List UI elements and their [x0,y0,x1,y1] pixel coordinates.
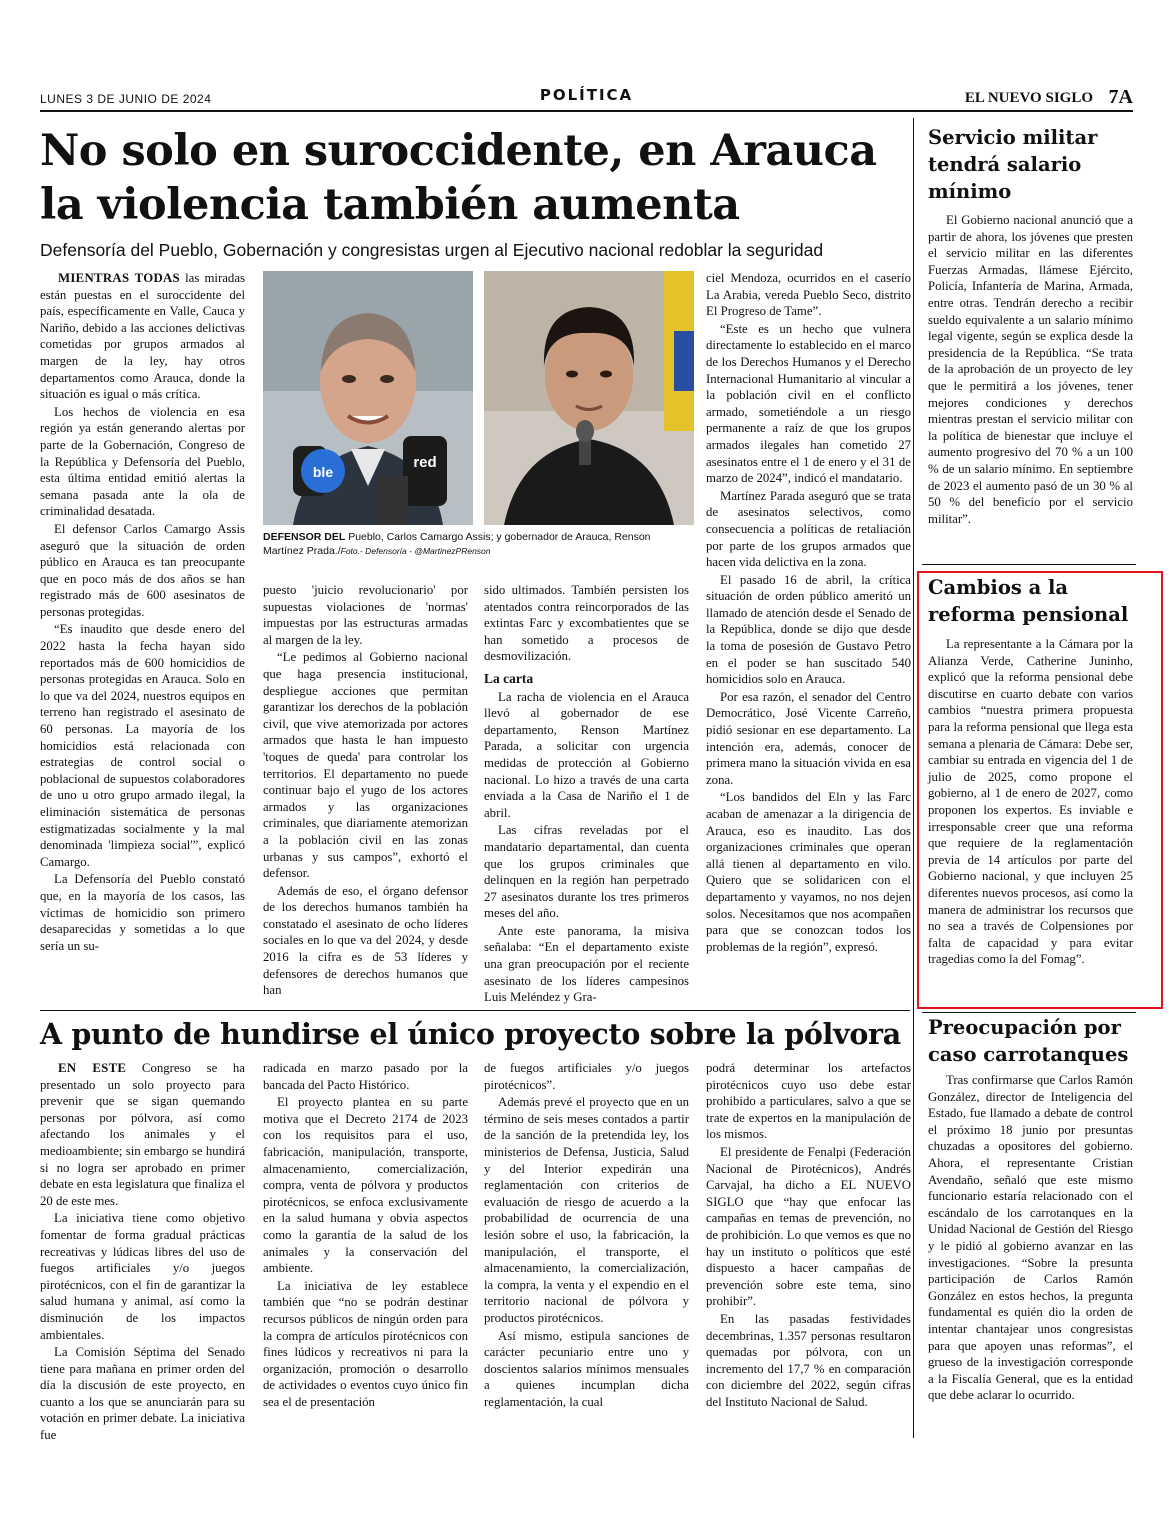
main-paragraph: Ante este panorama, la misiva señalaba: “En el departamento existe una gran preocupación por el reciente asesinato de los líderes campesinos Luis Meléndez y Gra- [484,923,689,1005]
main-paragraph: ciel Mendoza, ocurridos en el caserío La Arabia, vereda Pueblo Seco, distrito El Progreso de Tame”. [706,271,911,319]
sidebar-separator-1 [922,564,1136,565]
sidebar-title-reforma-pensional: Cambios a la reforma pensional [928,576,1129,626]
second-paragraph: radicada en marzo pasado por la bancada del Pacto Histórico. [263,1061,468,1092]
second-paragraph: La Comisión Séptima del Senado tiene para mañana en primer orden del día la discusión de este proyecto, en cuanto a los que se anunciarán para su votación en primer debate. La iniciativa fue [40,1345,245,1443]
main-paragraph: sido ultimados. También persisten los atentados contra reincorporados de las extintas Farc y excombatientes que se han sometido a procesos de desmovilización. [484,583,689,664]
second-paragraph: podrá determinar los artefactos pirotécnicos cuyo uso debe estar prohibido a particulares, salvo a que se trate de expertos en la manipulación de los mismos. [706,1061,911,1142]
second-paragraph: Además prevé el proyecto que en un término de seis meses contados a partir de la sanción de la pretendida ley, los ministerios de Defensa, Justicia, Salud y del Interior expedirán una reglamentación con criterios de evaluación de riesgo de acuerdo a la probabilidad de ocurrencia de una lesión sobre el uso, la fabricación, la manipulación, el transporte, el almacenamiento, la comercialización, la compra, la venta y el expendio en el territorio nacional de pólvora y productos pirotécnicos. [484,1095,689,1325]
section-name: POLÍTICA [539,86,634,104]
main-headline: No solo en suroccidente, en Arauca la violencia también aumenta [40,126,877,230]
main-column-1 [40,270,245,955]
main-paragraph: La Defensoría del Pueblo constató que, en la mayoría de los casos, las víctimas de homicidio son primero desaparecidas y sometidas a lo que sería un su- [40,872,245,953]
main-column-4 [706,270,911,956]
main-paragraph: La racha de violencia en el Arauca llevó al gobernador de ese departamento, Renson Martínez Parada, a solicitar con urgencia medidas de protección al Gobierno nacional. Lo hizo a través de una carta enviada a la Casa de Nariño el 1 de abril. [484,689,689,820]
photo-caption [263,530,693,558]
sidebar-body-servicio-militar [928,212,1133,527]
sidebar-paragraph: El Gobierno nacional anunció que a partir de ahora, los jóvenes que presten el servicio militar en las diferentes Fuerzas Armadas, llámese Ejército, Policía, Infantería de Marina, Armada, entre otras. Tendrán derecho a recibir sueldo equivalente a un salario mínimo legal vigente, según se explica desde la presidencia de la República. “Se trata de la aprobación de un proyecto de ley que le permitirá a los jóvenes, tener mejores condiciones y derechos mientras prestan el servicio militar con la política de bienestar que incluye el aumento progresivo del 70 % a un 100 % de un salario mínimo. En septiembre de 2023 el aumento pasó de un 30 % al 50 % del beneficio por el servicio militar”. [928,213,1133,526]
second-paragraph: La iniciativa tiene como objetivo fomentar de forma gradual prácticas recreativas y lúdicas libres del uso de fuegos artificiales y/o juegos pirotécnicos, con el fin de garantizar la salud humana y animal, así como la disminución de los impactos ambientales. [40,1211,245,1342]
main-paragraph: El pasado 16 de abril, la crítica situación de orden público ameritó un llamado de atención desde el Senado de la República, donde se dijo que desde la toma de posesión de Gustavo Petro en el poder se han suscitado 540 homicidios solo en Arauca. [706,572,911,687]
second-headline: A punto de hundirse el único proyecto sobre la pólvora [40,1017,901,1051]
main-column-3 [484,582,689,1007]
main-paragraph: Además de eso, el órgano defensor de los derechos humanos también ha constatado el asesinato de ocho líderes sociales en lo que va del 2024, y desde 2016 la cifra es de 53 líderes y defensores de derechos humanos que han [263,883,468,998]
sidebar-separator-2 [922,1012,1136,1013]
main-paragraph: puesto 'juicio revolucionario' por supuestas violaciones de 'normas' impuestas por las estructuras armadas al margen de la ley. [263,583,468,647]
second-paragraph: La iniciativa de ley establece también que “no se podrán destinar recursos públicos de ningún orden para la compra de artículos pirotécnicos con fines lúdicos y recreativos ni para la organización, promoción o desarrollo de actividades o eventos cuyo único fin sea el de presentación [263,1278,468,1409]
main-paragraph: “Es inaudito que desde enero del 2022 hasta la fecha hayan sido reportados más de 600 homicidios de personas protegidas en Arauca. Solo en lo que va del 2024, nuestros equipos en terreno han registrado el asesinato de 60 personas. La mayoría de los homicidios está relacionada con estrategias de control social o poblacional de supuestos colaboradores de uno u otro grupo armado ilegal, la eliminación sistemática de personas estigmatizadas socialmente y la mal denominada 'limpieza social'”, explicó Camargo. [40,622,245,869]
photo-gobernador [484,271,694,525]
second-paragraph: El presidente de Fenalpi (Federación Nacional de Pirotécnicos), Andrés Carvajal, ha dicho a EL NUEVO SIGLO que “hay que enfocar las campañas en temas de prevención, no de prohibición. Lo que vemos es que no hay un instituto o políticos que esté dispuesto a hacer campañas de prevención sobre este tema, sino prohibir”. [706,1144,911,1309]
second-lead-words: EN ESTE [58,1061,127,1075]
second-paragraph: de fuegos artificiales y/o juegos pirotécnicos”. [484,1061,689,1092]
main-paragraph: Por esa razón, el senador del Centro Democrático, José Vicente Carreño, pidió sesionar en ese departamento. La intención era, además, conocer de primera mano la situación vivida en esa zona. [706,689,911,787]
photo-defensor [263,271,473,525]
main-paragraph: “Este es un hecho que vulnera directamente lo establecido en el marco de los Derechos Humanos y el Derecho Internacional Humanitario al vincular a la población civil en el conflicto armado, sometiéndole a un riesgo permanente a raíz de que los grupos armados ilegales han cometido 27 asesinatos entre el 1 de enero y el 31 de marzo de 2024”, indicó el mandatario. [706,321,911,486]
story-divider [40,1010,910,1011]
sidebar-paragraph: Tras confirmarse que Carlos Ramón González, director de Inteligencia del Estado, fue llamado a debate de control el próximo 18 junio por presuntas chuzadas a opositores del gobierno. Ahora, el representante Cristian Avendaño, señaló que este mismo funcionario estaría relacionado con el escándalo de los carrotanques en la Unidad Nacional de Gestión del Riesgo y le pidió al gobierno avanzar en las investigaciones. “Sobre la presunta participación de Carlos Ramón González en estos hechos, la pregunta fundamental es quién dio la orden de intentar chantajear unos congresistas para que apoyen unas reformas”, el grueso de la investigación corresponde a la Fiscalía General, que es la entidad que debe aclarar lo ocurrido. [928,1073,1133,1403]
sidebar-body-carrotanques [928,1072,1133,1404]
mic-label-2: red [413,454,437,471]
newspaper-brand: EL NUEVO SIGLO [964,90,1093,106]
main-paragraph: El defensor Carlos Camargo Assis aseguró que la situación de orden público en Arauca es tan preocupante que en poco más de dos años se han registrado más de 600 asesinatos de personas protegidas. [40,521,245,619]
main-paragraph: “Le pedimos al Gobierno nacional que haga presencia institucional, despliegue acciones que permitan garantizar los derechos de la población civil, que vive atemorizada por actores armados que hasta le han impuesto 'toques de queda' para controlar los territorios. El departamento no puede continuar bajo el yugo de los actores armados y las organizaciones criminales, que diariamente atemorizan a la población civil en las zonas urbanas y sus campos”, exhortó el defensor. [263,650,468,881]
main-paragraph: Martínez Parada aseguró que se trata de asesinatos selectivos, como consecuencia a políticas de retaliación por parte de los grupos armados que hacen vida delictiva en la zona. [706,488,911,570]
second-paragraph: En las pasadas festividades decembrinas, 1.357 personas resultaron quemadas por pólvora, con un incremento del 17,7 % en comparación con diciembre del 2022, según cifras del Instituto Nacional de Salud. [706,1311,911,1409]
photo-credit: Foto.- Defensoría - @MartinezPRenson [340,546,491,556]
sidebar-paragraph: La representante a la Cámara por la Alianza Verde, Catherine Juninho, explicó que la reforma pensional debe discutirse en cuarto debate con varios cambios “nuestra primera propuesta para la reforma pensional que llega esta semana a plenaria de Cámara: Debe ser, cambiar su entrada en vigencia del 1 de julio de 2025, como propone el gobierno, al 1 de enero de 2027, como proponen los expertos. Es inviable e irresponsable creer que una reforma que requiere de la reglamentación previa de 14 artículos por parte del Gobierno nacional, y que incluyen 25 diferentes nuevos procesos, así como la manera de administrar los recursos que no sea a través de Colpensiones por falta de capacidad y para evitar tragedias como la del Fomag”. [928,637,1133,967]
main-paragraph: “Los bandidos del Eln y las Farc acaban de amenazar a la dirigencia de Arauca, eso es inaudito. Las dos organizaciones criminales que operan allá tienen al departamento en vilo. Quiero que se solidaricen con el departamento y vayamos, no nos dejen solos. Necesitamos que nos acompañen para que se conozcan todos los problemas de la región”, expresó. [706,790,911,954]
second-paragraph: EN ESTE Congreso se ha presentado un solo proyecto para prevenir que se sigan quemando personas por pólvora, así como afectando los animales y el medioambiente; sin embargo se hundirá si no logra ser aprobado en primer debate en esta legislatura que finaliza el 20 de este mes. [40,1061,245,1208]
second-column-2 [263,1060,468,1411]
page-header [40,86,1133,112]
sidebar-body-reforma-pensional [928,636,1133,968]
main-dek: Defensoría del Pueblo, Gobernación y congresistas urgen al Ejecutivo nacional redoblar la seguridad [40,240,824,260]
sidebar-title-servicio-militar: Servicio militar tendrá salario mínimo [928,126,1098,203]
main-paragraph: Las cifras reveladas por el mandatario departamental, dan cuenta que los grupos criminales que delinquen en la región han perpetrado 27 asesinatos durante los tres primeros meses del año. [484,823,689,921]
second-paragraph: El proyecto plantea en su parte motiva que el Decreto 2174 de 2023 con los requisitos para el uso, fabricación, manipulación, transporte, almacenamiento, comercialización, compra, venta de pólvora y productos pirotécnicos, se enfoca exclusivamente en la salud humana y obvia aspectos como la garantía de la salud de los animales y la conservación del ambiente. [263,1095,468,1276]
main-column-2 [263,582,468,1000]
second-column-3 [484,1060,689,1411]
second-paragraph: Así mismo, estipula sanciones de carácter pecuniario entre uno y doscientos salarios mínimos mensuales a quienes incumplan dicha reglamentación, la cual [484,1328,689,1409]
main-paragraph: Los hechos de violencia en esa región ya están generando alertas por parte de la Gobernación, Congreso de la República y Defensoría del Pueblo, esta última entidad emitió alertas la semana pasada ante la ola de criminalidad desatada. [40,404,245,519]
caption-text: Pueblo, Carlos Camargo Assis; y gobernador de Arauca, Renson Martínez Prada./ [263,531,651,557]
main-subhead: La carta [484,670,534,686]
sidebar-title-carrotanques: Preocupación por caso carrotanques [928,1016,1129,1066]
main-lead-words: MIENTRAS TODAS [58,271,180,285]
mic-label-1: ble [312,464,334,480]
page-number: 7A [1108,86,1133,108]
main-paragraph: MIENTRAS TODAS las miradas están puestas en el suroccidente del país, específicamente en Valle, Cauca y Nariño, debido a las acciones delictivas cometidas por grupos armados al margen de la ley, hay otros departamentos como Arauca, donde la situación es igual o más crítica. [40,271,245,402]
second-column-4 [706,1060,911,1411]
second-column-1 [40,1060,245,1445]
issue-date: LUNES 3 DE JUNIO DE 2024 [40,92,212,106]
caption-lead: DEFENSOR DEL [263,531,346,543]
sidebar-divider [913,118,914,1438]
